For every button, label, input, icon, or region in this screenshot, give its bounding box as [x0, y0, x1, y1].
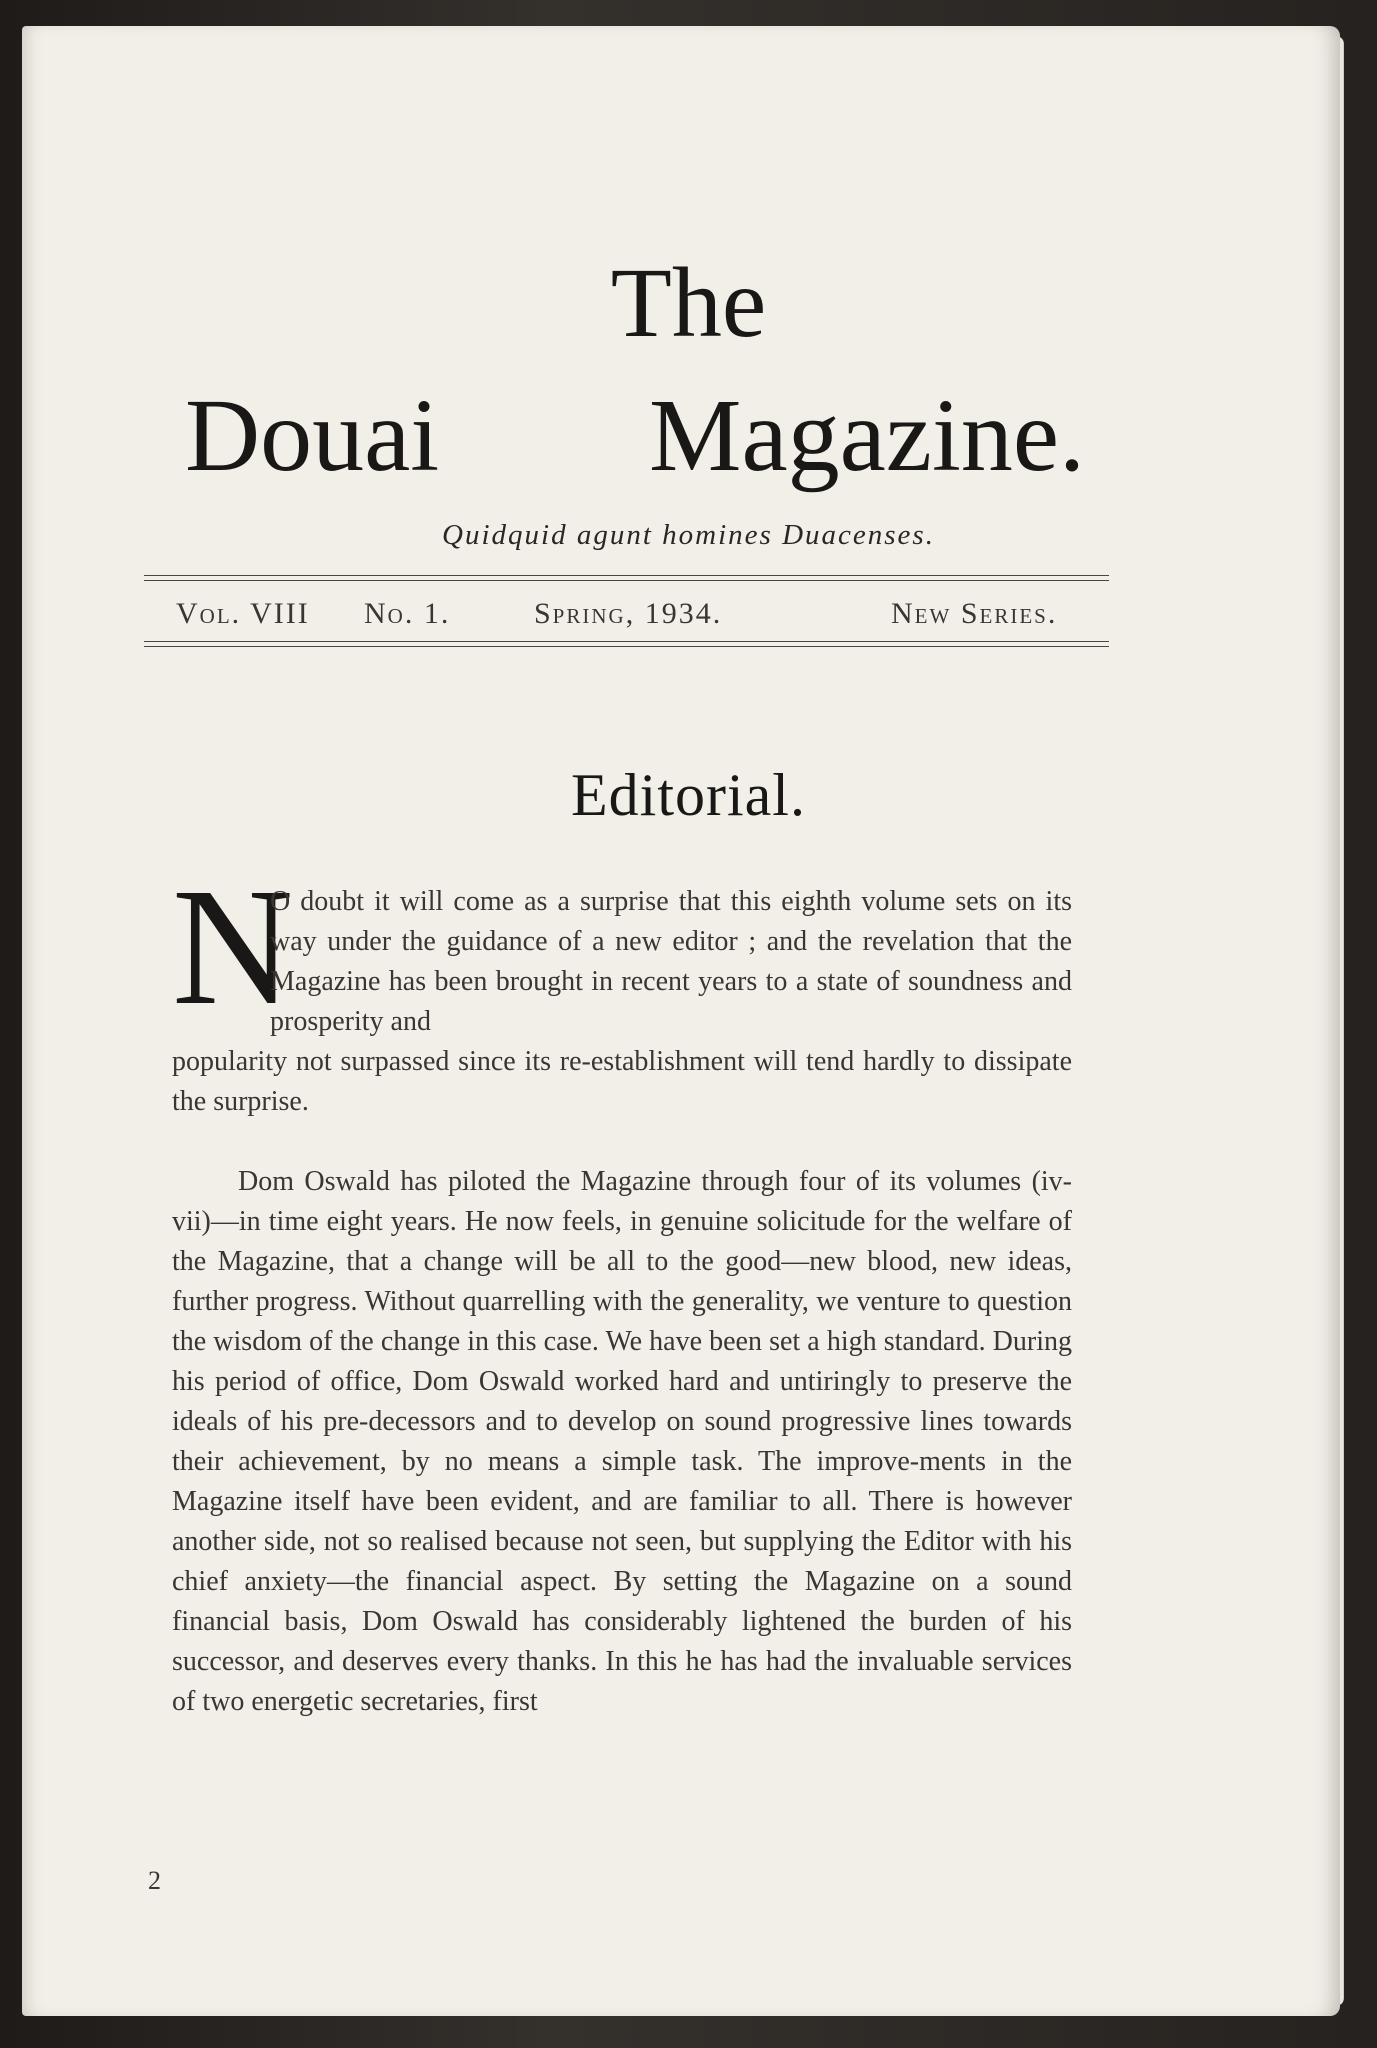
magazine-title [185, 378, 1085, 494]
title-word-magazine: Magazine. [648, 378, 1085, 493]
paragraph-1-lead [270, 882, 1072, 1042]
paragraph-1-lead-text: O doubt it will come as a surprise that this eighth volume sets on its way under the guidance of a new editor ; and the revelation that the Magazine has been brought in recent years to a state of soundness and prosperity and [270, 886, 1072, 1037]
masthead-rule-top-2 [144, 580, 1109, 581]
paragraph-1-rest-text: popularity not surpassed since its re-establishment will tend hardly to dissipate the surprise. [172, 1046, 1072, 1117]
page-number: 2 [148, 1866, 161, 1895]
series-label: New Series. [891, 597, 1058, 630]
paragraph-2 [172, 1162, 1072, 1722]
paragraph-2-text: Dom Oswald has piloted the Magazine through four of its volumes (iv-vii)—in time eight years. He now feels, in genuine solicitude for the welfare of the Magazine, that a change will be all to the good—new blood, new ideas, further progress. Without quarrelling with the generality, we venture to question the wisdom of the change in this case. We have been set a high standard. During his period of office, Dom Oswald worked hard and untiringly to preserve the ideals of his pre-decessors and to develop on sound progressive lines towards their achievement, by no means a simple task. The improve-ments in the Magazine itself have been evident, and are familiar to all. There is however another side, not so realised because not seen, but supplying the Editor with his chief anxiety—the financial aspect. By setting the Magazine on a sound financial basis, Dom Oswald has considerably lightened the burden of his successor, and deserves every thanks. In this he has had the invaluable services of two energetic secretaries, first [172, 1166, 1072, 1717]
issue-season: Spring, 1934. [534, 597, 723, 630]
paragraph-1-rest [172, 1042, 1072, 1122]
volume-label: Vol. VIII [176, 597, 310, 630]
motto: Quidquid agunt homines Duacenses. [442, 519, 935, 551]
masthead-rule-bottom-2 [144, 646, 1109, 647]
issue-number: No. 1. [364, 597, 451, 630]
title-word-douai: Douai [185, 378, 440, 493]
title-the: The [610, 247, 767, 358]
masthead-rule-bottom-1 [144, 641, 1109, 642]
article-heading: Editorial. [571, 762, 806, 828]
masthead-rule-top-1 [144, 575, 1109, 576]
drop-cap: N [172, 854, 294, 1040]
